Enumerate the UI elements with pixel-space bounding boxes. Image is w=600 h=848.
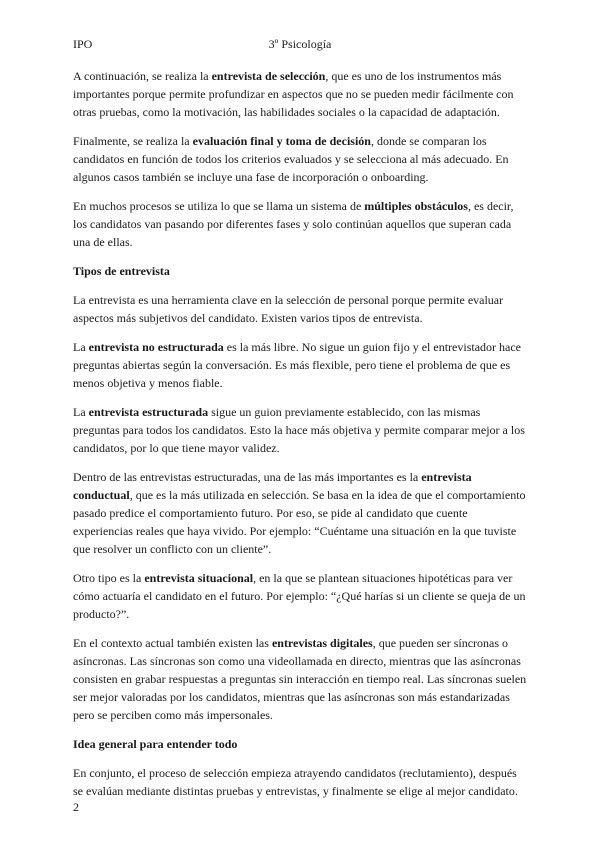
bold-term: entrevista de selección (211, 69, 326, 83)
bold-term: entrevistas digitales (271, 636, 373, 650)
bold-term: múltiples obstáculos (364, 199, 468, 213)
paragraph: Finalmente, se realiza la evaluación final y toma de decisión, donde se comparan los candidatos en función de todos los criterios evaluados y se selecciona al más adecuado. En algunos casos también se incluye una fase de incorporación o onboarding. (73, 134, 509, 184)
bold-term: entrevista situacional (144, 571, 254, 585)
paragraph: En conjunto, el proceso de selección empieza atrayendo candidatos (reclutamiento), después se evalúan mediante distintas pruebas y entrevistas, y finalmente se elige al mejor candidato. (73, 766, 518, 798)
paragraph: La entrevista no estructurada es la más libre. No sigue un guion fijo y el entrevistador hace preguntas abiertas según la conversación. Es más flexible, pero tiene el problema de que es menos objetiva y menos fiable. (73, 340, 522, 390)
paragraph: A continuación, se realiza la entrevista de selección, que es uno de los instrumentos más importantes porque permite profundizar en aspectos que no se pueden medir fácilmente con otras pruebas, como la motivación, las habilidades sociales o la capacidad de adaptación. (73, 69, 514, 119)
header-center: 3º Psicología (268, 37, 332, 51)
paragraph: La entrevista estructurada sigue un guion previamente establecido, con las mismas preguntas para todos los candidatos. Esto la hace más objetiva y permite comparar mejor a los candidatos, por lo que tiene mayor validez. (73, 405, 525, 455)
page-body (73, 67, 528, 811)
page-header (73, 37, 527, 53)
bold-term: entrevista estructurada (88, 405, 209, 419)
bold-term: entrevista no estructurada (88, 340, 224, 354)
paragraph: En muchos procesos se utiliza lo que se llama un sistema de múltiples obstáculos, es decir, los candidatos van pasando por diferentes fases y solo continúan aquellos que superan cada una de ellas. (73, 199, 514, 249)
bold-term: entrevista conductual (73, 470, 472, 502)
section-heading: Idea general para entender todo (73, 737, 238, 751)
page-number: 2 (73, 800, 79, 814)
header-left: IPO (73, 37, 93, 51)
paragraph: En el contexto actual también existen las entrevistas digitales, que pueden ser síncronas o asíncronas. Las síncronas son como una videollamada en directo, mientras que las asíncronas consisten en grabar respuestas a preguntas sin interacción en tiempo real. Las síncronas suelen ser mejor valoradas por los candidatos, mientras que las asíncronas son más estandarizadas pero se perciben como más impersonales. (73, 636, 527, 722)
bold-term: evaluación final y toma de decisión (192, 134, 371, 148)
paragraph: La entrevista es una herramienta clave en la selección de personal porque permite evaluar aspectos más subjetivos del candidato. Existen varios tipos de entrevista. (73, 293, 504, 325)
paragraph: Dentro de las entrevistas estructuradas, una de las más importantes es la entrevista conductual, que es la más utilizada en selección. Se basa en la idea de que el comportamiento pasado predice el comportamiento futuro. Por eso, se pide al candidato que cuente experiencias reales que haya vivido. Por ejemplo: “Cuéntame una situación en la que tuviste que resolver un conflicto con un cliente”. (73, 470, 526, 556)
paragraph: Otro tipo es la entrevista situacional, en la que se plantean situaciones hipotéticas para ver cómo actuaría el candidato en el futuro. Por ejemplo: “¿Qué harías si un cliente se queja de un producto?”. (73, 571, 526, 621)
section-heading: Tipos de entrevista (73, 264, 170, 278)
